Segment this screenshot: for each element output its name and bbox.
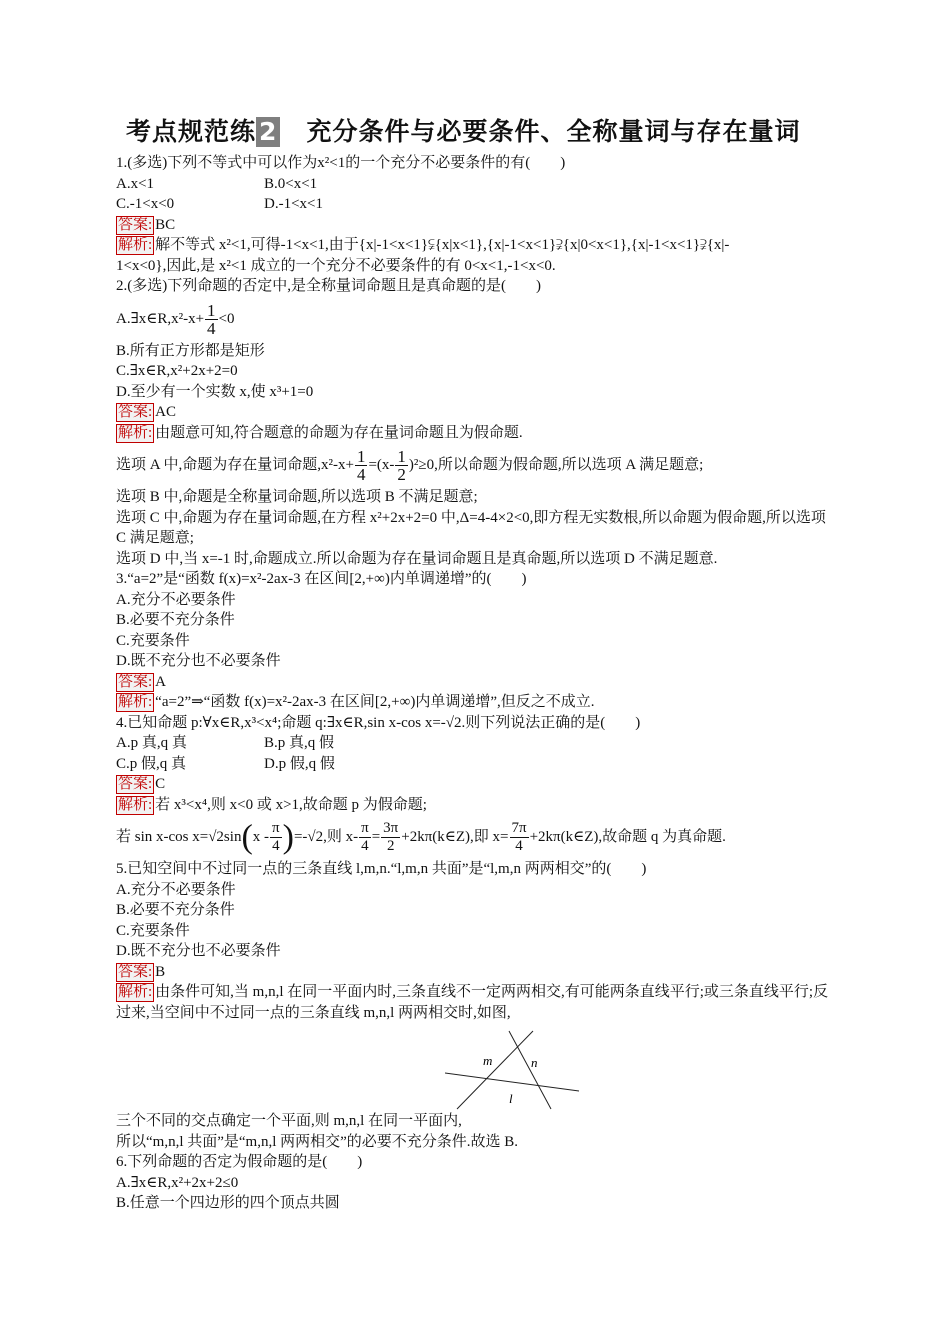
line-n [509, 1031, 551, 1109]
explanation: 解析: 由题意可知,符合题意的命题为存在量词命题且为假命题. [118, 424, 523, 441]
label-l: l [509, 1091, 513, 1106]
option-d: D.p 假,q 假 [264, 755, 335, 772]
fraction: $\frac{\pi}{4}$ [272, 820, 280, 855]
option-c: C.充要条件 [116, 632, 190, 649]
explanation-cont: 选项 C 中,命题为存在量词命题,在方程 x²+2x+2=0 中,Δ=4-4×2<0,即方程无实数根,所以命题为假命题,所以选项 C 满足题意; [116, 509, 826, 546]
question-stem: 5.已知空间中不过同一点的三条直线 l,m,n.“l,m,n 共面”是“l,m,n 两两相交”的( ) [116, 861, 647, 877]
option-c: C.-1<x<0 [116, 196, 175, 212]
answer-line [116, 774, 834, 795]
three-lines-figure [116, 1029, 834, 1111]
option-a: A.充分不必要条件 [116, 881, 236, 898]
answer-line [116, 962, 834, 983]
option-b: B.必要不充分条件 [116, 612, 235, 628]
explanation-cont: 若 sin x-cos x=√2sin(x - $\frac{\pi}{4}$ )=-√2,则 x- $\frac{\pi}{4}$ = $\frac{3\pi}{2}$ +2kπ(k∈Z),即 x= $\frac{7\pi}{4}$ +2kπ(k∈Z),故命题 q 为真命题. [116, 818, 726, 856]
question-6 [116, 1152, 834, 1214]
option-a: A.∃x∈R,x²+2x+2≤0 [116, 1174, 239, 1191]
fraction: $\frac{3\pi}{2}$ [383, 820, 399, 855]
option-b: B.p 真,q 假 [264, 735, 335, 751]
option-a: A.p 真,q 真 [116, 735, 187, 751]
answer-label: 答案: [118, 673, 153, 690]
explanation-cont: 选项 A 中,命题为存在量词命题,x²-x+ $\frac{1}{4}$ =(x- $\frac{1}{2}$ )²≥0,所以命题为假命题,所以选项 A 满足题意; [116, 447, 704, 485]
explanation-label: 解析: [118, 424, 153, 441]
question-2 [116, 276, 834, 569]
question-stem: 1.(多选)下列不等式中可以作为x²<1的一个充分不必要条件的有( ) [116, 155, 566, 171]
answer-line [116, 672, 834, 693]
explanation-label: 解析: [118, 796, 153, 813]
fraction: $\frac{7\pi}{4}$ [511, 820, 527, 855]
line-m [457, 1031, 533, 1109]
explanation: 解析: 解不等式 x²<1,可得-1<x<1,由于{x|-1<x<1}⫋{x|x<1},{x|-1<x<1}⫌{x|0<x<1},{x|-1<x<1}⫌{x|- [118, 237, 730, 253]
option-b: B.任意一个四边形的四个顶点共圆 [116, 1195, 340, 1211]
option-d: D.-1<x<1 [264, 196, 323, 212]
explanation-cont: 三个不同的交点确定一个平面,则 m,n,l 在同一平面内, [116, 1113, 462, 1129]
explanation-cont: 选项 B 中,命题是全称量词命题,所以选项 B 不满足题意; [116, 489, 478, 505]
question-stem: 3.“a=2”是“函数 f(x)=x²-2ax-3 在区间[2,+∞)内单调递增”的( ) [116, 571, 527, 587]
explanation-label: 解析: [118, 984, 153, 1000]
option-c: C.p 假,q 真 [116, 755, 187, 772]
title-number-badge: 2 [256, 117, 280, 147]
explanation-label: 解析: [118, 694, 153, 710]
explanation-cont: 选项 D 中,当 x=-1 时,命题成立.所以命题为存在量词命题且是真命题,所以选项 D 不满足题意. [116, 550, 718, 567]
explanation: 解析: “a=2”⇒“函数 f(x)=x²-2ax-3 在区间[2,+∞)内单调递增”,但反之不成立. [118, 694, 595, 710]
explanation-cont: 所以“m,n,l 共面”是“m,n,l 两两相交”的必要不充分条件.故选 B. [116, 1133, 519, 1150]
option-c: C.充要条件 [116, 922, 190, 939]
option-a: A.充分不必要条件 [116, 591, 236, 608]
fraction: $\frac{1}{4}$ [356, 447, 366, 485]
question-1 [116, 153, 834, 276]
option-b: B.所有正方形都是矩形 [116, 342, 265, 359]
options-row [116, 194, 834, 215]
question-5 [116, 859, 834, 1152]
option-c: C.∃x∈R,x²+2x+2=0 [116, 363, 238, 379]
lines-diagram [445, 1029, 585, 1111]
label-m: m [483, 1053, 493, 1068]
answer-value: AC [155, 404, 177, 420]
answer-line [116, 402, 834, 423]
option-b: B.0<x<1 [264, 175, 318, 192]
question-stem: 2.(多选)下列命题的否定中,是全称量词命题且是真命题的是( ) [116, 278, 541, 294]
option-b: B.必要不充分条件 [116, 902, 235, 918]
answer-value: BC [155, 216, 176, 233]
label-n: n [531, 1055, 538, 1070]
option-d: D.至少有一个实数 x,使 x³+1=0 [116, 383, 314, 400]
options-row [116, 174, 834, 195]
option-d: D.既不充分也不必要条件 [116, 943, 281, 959]
answer-value: C [155, 776, 166, 792]
fraction: $\frac{1}{4}$ [207, 300, 216, 338]
explanation-label: 解析: [118, 237, 153, 253]
fraction: $\frac{1}{2}$ [397, 447, 406, 485]
document-page [116, 115, 834, 1214]
question-stem: 4.已知命题 p:∀x∈R,x³<x⁴;命题 q:∃x∈R,sin x-cos x=-√2.则下列说法正确的是( ) [116, 714, 641, 731]
left-paren: ( [241, 818, 253, 856]
answer-value: A [155, 673, 167, 690]
explanation: 解析: 由条件可知,当 m,n,l 在同一平面内时,三条直线不一定两两相交,有可能两条直线平行;或三条直线平行;反过来,当空间中不过同一点的三条直线 m,n,l 两两相交时,如图, [116, 984, 829, 1021]
explanation-cont: 1<x<0},因此,是 x²<1 成立的一个充分不必要条件的有 0<x<1,-1<x<0. [116, 257, 556, 274]
answer-line [116, 215, 834, 236]
fraction: $\frac{\pi}{4}$ [361, 820, 369, 855]
question-4 [116, 713, 834, 860]
option-a: A.∃x∈R,x²-x+ $\frac{1}{4}$ <0 [116, 300, 235, 338]
options-row [116, 733, 834, 754]
answer-label: 答案: [118, 963, 153, 980]
question-3 [116, 569, 834, 713]
answer-label: 答案: [118, 216, 153, 233]
line-l [445, 1073, 579, 1091]
answer-value: B [155, 963, 166, 980]
answer-label: 答案: [118, 776, 153, 792]
option-d: D.既不充分也不必要条件 [116, 653, 281, 669]
option-a: A.x<1 [116, 175, 155, 192]
question-stem: 6.下列命题的否定为假命题的是( ) [116, 1154, 363, 1170]
right-paren: ) [282, 818, 294, 856]
explanation: 解析: 若 x³<x⁴,则 x<0 或 x>1,故命题 p 为假命题; [118, 796, 427, 813]
answer-label: 答案: [118, 404, 153, 420]
options-row [116, 754, 834, 775]
page-title: 考点规范练 2 充分条件与必要条件、全称量词与存在量词 [126, 117, 801, 146]
